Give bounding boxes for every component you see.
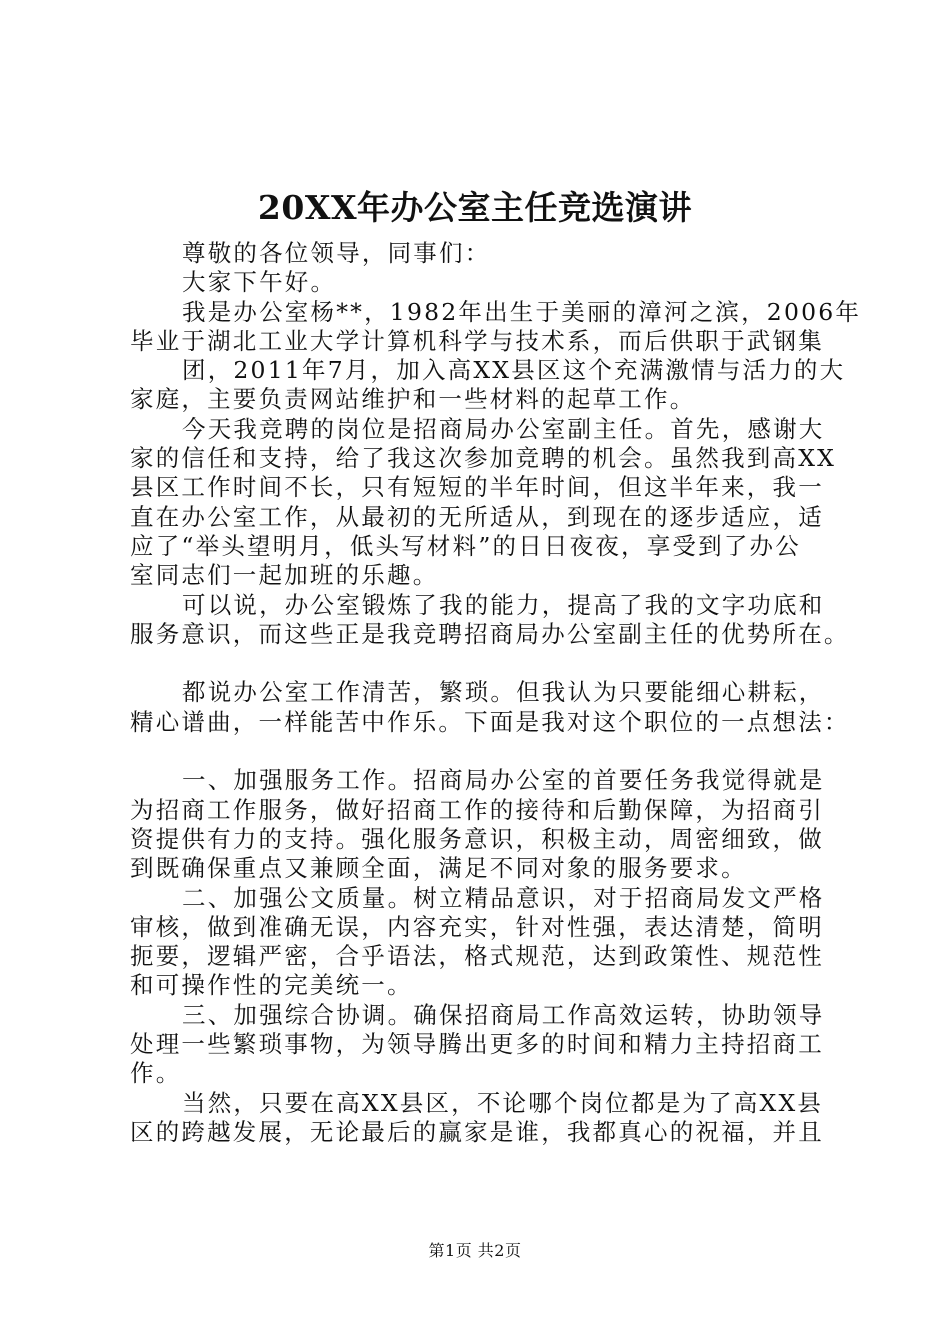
text-line: 团，2011年7月，加入高XX县区这个充满激情与活力的大 bbox=[182, 356, 846, 385]
text-line: 一、加强服务工作。招商局办公室的首要任务我觉得就是 bbox=[182, 766, 825, 795]
text-line: 到既确保重点又兼顾全面，满足不同对象的服务要求。 bbox=[130, 854, 747, 883]
text-line: 大家下午好。 bbox=[182, 268, 337, 297]
text-line: 尊敬的各位领导，同事们： bbox=[182, 239, 491, 267]
text-line: 作。 bbox=[130, 1059, 182, 1088]
text-line: 今天我竞聘的岗位是招商局办公室副主任。首先，感谢大 bbox=[182, 414, 825, 443]
text-line: 直在办公室工作，从最初的无所适从，到现在的逐步适应，适 bbox=[130, 502, 824, 531]
text-line: 和可操作性的完美统一。 bbox=[130, 971, 413, 1000]
text-line: 处理一些繁琐事物，为领导腾出更多的时间和精力主持招商工 bbox=[130, 1030, 824, 1059]
page-footer: 第1页 共2页 bbox=[428, 1241, 522, 1260]
document-body bbox=[130, 239, 862, 1147]
text-line: 室同志们一起加班的乐趣。 bbox=[130, 561, 439, 590]
text-line: 家的信任和支持，给了我这次参加竞聘的机会。虽然我到高XX bbox=[130, 444, 837, 473]
text-line: 家庭，主要负责网站维护和一些材料的起草工作。 bbox=[130, 385, 696, 414]
text-line: 资提供有力的支持。强化服务意识，积极主动，周密细致，做 bbox=[130, 824, 824, 853]
text-line: 精心谱曲，一样能苦中作乐。下面是我对这个职位的一点想法： bbox=[130, 707, 850, 736]
text-line: 可以说，办公室锻炼了我的能力，提高了我的文字功底和 bbox=[182, 590, 825, 619]
text-line: 我是办公室杨**，1982年出生于美丽的漳河之滨，2006年 bbox=[182, 297, 862, 326]
document-title: 20XX年办公室主任竞选演讲 bbox=[257, 188, 693, 227]
text-line: 当然，只要在高XX县区，不论哪个岗位都是为了高XX县 bbox=[182, 1088, 824, 1117]
blank-line bbox=[130, 649, 830, 678]
blank-line bbox=[130, 737, 830, 766]
text-line: 都说办公室工作清苦，繁琐。但我认为只要能细心耕耘， bbox=[182, 678, 825, 707]
text-line: 二、加强公文质量。树立精品意识，对于招商局发文严格 bbox=[182, 883, 825, 912]
text-line: 应了“举头望明月，低头写材料”的日日夜夜，享受到了办公 bbox=[130, 531, 801, 560]
text-line: 县区工作时间不长，只有短短的半年时间，但这半年来，我一 bbox=[130, 473, 824, 502]
text-line: 区的跨越发展，无论最后的赢家是谁，我都真心的祝福，并且 bbox=[130, 1117, 824, 1146]
text-line: 为招商工作服务，做好招商工作的接待和后勤保障，为招商引 bbox=[130, 795, 824, 824]
text-line: 三、加强综合协调。确保招商局工作高效运转，协助领导 bbox=[182, 1000, 825, 1029]
text-line: 毕业于湖北工业大学计算机科学与技术系，而后供职于武钢集 bbox=[130, 326, 824, 355]
text-line: 扼要，逻辑严密，合乎语法，格式规范，达到政策性、规范性 bbox=[130, 942, 824, 971]
text-line: 审核，做到准确无误，内容充实，针对性强，表达清楚，简明 bbox=[130, 912, 824, 941]
text-line: 服务意识，而这些正是我竞聘招商局办公室副主任的优势所在。 bbox=[130, 619, 850, 648]
